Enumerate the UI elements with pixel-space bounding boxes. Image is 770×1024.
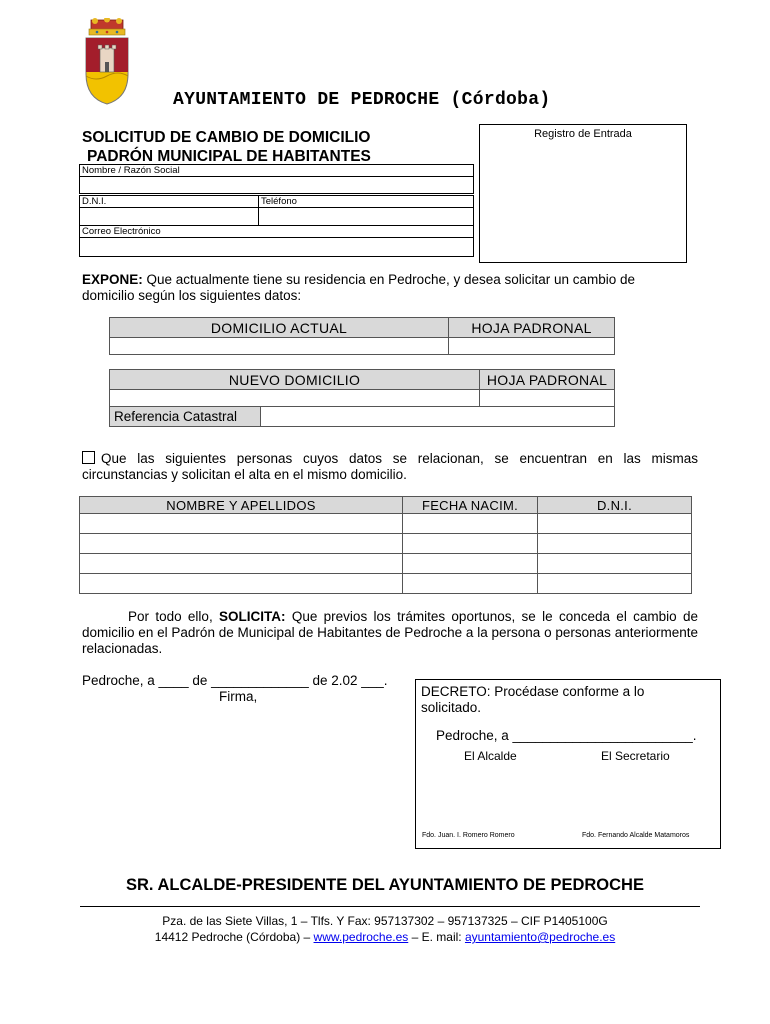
new-sheet-header: HOJA PADRONAL — [480, 370, 615, 390]
decree-date-line: Pedroche, a ________________________. — [436, 728, 697, 743]
current-sheet-header: HOJA PADRONAL — [449, 318, 615, 338]
solicita-lead: Por todo ello, — [128, 609, 220, 624]
new-address-table — [109, 369, 615, 427]
person-dni-cell[interactable] — [538, 534, 692, 554]
persons-table — [79, 496, 692, 594]
dni-field-label: D.N.I. — [80, 196, 258, 208]
person-name-cell[interactable] — [80, 534, 403, 554]
expone-paragraph — [82, 272, 682, 304]
table-row — [80, 554, 692, 574]
signature-label: Firma, — [219, 689, 258, 704]
town-title: AYUNTAMIENTO DE PEDROCHE (Córdoba) — [173, 90, 551, 110]
decree-box — [415, 679, 721, 849]
email-link[interactable]: ayuntamiento@pedroche.es — [464, 930, 616, 944]
person-name-cell[interactable] — [80, 514, 403, 534]
mayor-label: El Alcalde — [464, 749, 517, 763]
persons-header-birthdate: FECHA NACIM. — [403, 497, 538, 514]
email-field[interactable] — [79, 225, 474, 257]
mayor-signatory: Fdo. Juan. I. Romero Romero — [422, 832, 515, 839]
current-sheet-cell[interactable] — [449, 338, 615, 355]
form-title — [82, 128, 371, 166]
person-name-cell[interactable] — [80, 574, 403, 594]
website-link[interactable]: www.pedroche.es — [313, 930, 409, 944]
new-sheet-cell[interactable] — [480, 390, 615, 407]
secretary-signatory: Fdo. Fernando Alcalde Matamoros — [582, 832, 690, 839]
registry-stamp-box — [479, 124, 687, 263]
decree-text: DECRETO: Procédase conforme a lo solicitado. — [421, 684, 645, 715]
footer-city: 14412 Pedroche (Córdoba) – — [154, 930, 314, 944]
person-birthdate-cell[interactable] — [403, 534, 538, 554]
footer-address-line: Pza. de las Siete Villas, 1 – Tlfs. Y Fax: 957137302 – 957137325 – CIF P1405100G — [162, 914, 608, 928]
same-address-checkbox[interactable] — [82, 451, 95, 464]
secretary-label: El Secretario — [601, 749, 670, 763]
person-dni-cell[interactable] — [538, 554, 692, 574]
phone-field[interactable] — [258, 195, 474, 226]
expone-label: EXPONE: — [82, 272, 143, 287]
signature-date-line: Pedroche, a ____ de _____________ de 2.02 ___. — [82, 673, 388, 688]
person-dni-cell[interactable] — [538, 574, 692, 594]
form-title-line1: SOLICITUD DE CAMBIO DE DOMICILIO — [82, 129, 371, 146]
person-birthdate-cell[interactable] — [403, 514, 538, 534]
coat-of-arms-icon — [82, 18, 132, 106]
dni-field[interactable] — [79, 195, 259, 226]
current-address-cell[interactable] — [110, 338, 449, 355]
expone-text: Que actualmente tiene su residencia en Pedroche, y desea solicitar un cambio de domicilio según los siguientes datos: — [82, 272, 636, 303]
footer-contact-line — [0, 930, 770, 944]
current-address-table — [109, 317, 615, 355]
form-title-line2: PADRÓN MUNICIPAL DE HABITANTES — [87, 148, 371, 165]
persons-checkbox-text: Que las siguientes personas cuyos datos se relacionan, se encuentran en las mismas circunstancias y solicitan el alta en el mismo domicilio. — [82, 451, 698, 482]
name-field-label: Nombre / Razón Social — [80, 165, 473, 177]
name-field[interactable] — [79, 164, 474, 194]
cadastral-cell[interactable] — [261, 407, 615, 427]
email-field-label: Correo Electrónico — [80, 226, 473, 238]
persons-header-name: NOMBRE Y APELLIDOS — [80, 497, 403, 514]
solicita-paragraph — [82, 609, 698, 657]
new-address-cell[interactable] — [110, 390, 480, 407]
current-address-header: DOMICILIO ACTUAL — [110, 318, 449, 338]
addressee-heading: SR. ALCALDE-PRESIDENTE DEL AYUNTAMIENTO DE PEDROCHE — [126, 876, 644, 894]
table-row — [80, 574, 692, 594]
registry-label: Registro de Entrada — [534, 128, 632, 140]
solicita-label: SOLICITA: — [219, 609, 286, 624]
person-dni-cell[interactable] — [538, 514, 692, 534]
cadastral-label: Referencia Catastral — [110, 407, 261, 427]
person-birthdate-cell[interactable] — [403, 574, 538, 594]
table-row — [80, 514, 692, 534]
solicita-text: Que previos los trámites oportunos, se le conceda el cambio de domicilio en el Padrón de Municipal de Habitantes de Pedroche a la persona o personas anteriormente relacionadas. — [82, 609, 698, 656]
footer-divider — [80, 906, 700, 907]
persons-checkbox-paragraph — [82, 451, 698, 483]
person-birthdate-cell[interactable] — [403, 554, 538, 574]
new-address-header: NUEVO DOMICILIO — [110, 370, 480, 390]
persons-header-dni: D.N.I. — [538, 497, 692, 514]
person-name-cell[interactable] — [80, 554, 403, 574]
phone-field-label: Teléfono — [259, 196, 473, 208]
table-row — [80, 534, 692, 554]
footer-email-label: – E. mail: — [408, 930, 465, 944]
